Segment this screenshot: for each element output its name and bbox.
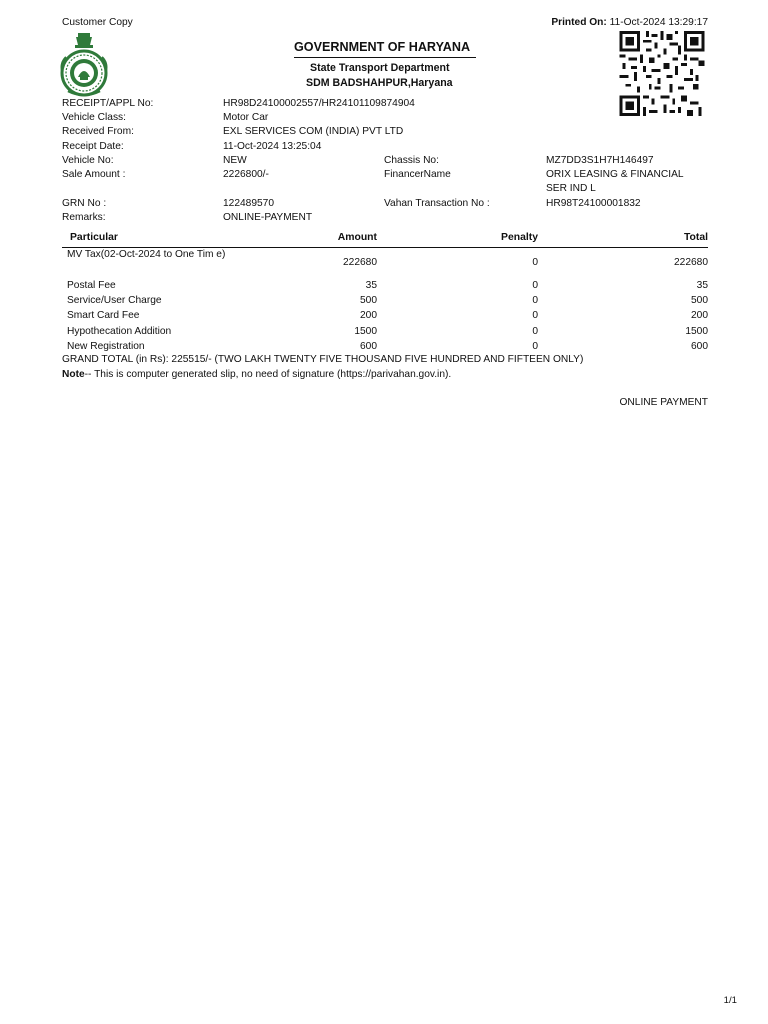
cell-particular: Service/User Charge [67, 295, 162, 307]
cell-particular: Smart Card Fee [67, 310, 140, 322]
header-particular: Particular [62, 229, 228, 248]
office-name: SDM BADSHAHPUR,Haryana [306, 77, 453, 89]
cell-amount: 500 [360, 295, 377, 307]
printed-on-value: 11-Oct-2024 13:29:17 [609, 17, 708, 28]
cell-amount: 1500 [354, 325, 377, 337]
note-text: -- This is computer generated slip, no need of signature (https://parivahan.gov.in). [84, 369, 452, 380]
fee-table-header [62, 229, 708, 248]
header-amount: Amount [228, 229, 377, 248]
vehicle-no-label: Vehicle No: [62, 155, 114, 166]
cell-particular: MV Tax(02-Oct-2024 to One Tim e) [67, 249, 226, 261]
header-penalty: Penalty [377, 229, 538, 248]
cell-total: 600 [691, 341, 708, 352]
header-total: Total [538, 229, 708, 248]
cell-penalty: 0 [532, 295, 538, 307]
fee-table [62, 229, 708, 355]
government-title: GOVERNMENT OF HARYANA [294, 40, 471, 54]
receipt-date-label: Receipt Date: [62, 141, 124, 152]
cell-total: 500 [691, 295, 708, 307]
cell-penalty: 0 [532, 310, 538, 322]
grn-no-value: 122489570 [223, 198, 274, 209]
note [62, 368, 451, 382]
grn-no-label: GRN No : [62, 198, 107, 209]
financer-name-value: ORIX LEASING & FINANCIAL SER IND L [546, 169, 684, 195]
haryana-emblem-icon [54, 31, 114, 97]
received-from-value: EXL SERVICES COM (INDIA) PVT LTD [223, 126, 404, 137]
remarks-label: Remarks: [62, 212, 106, 223]
cell-particular: Postal Fee [67, 279, 116, 291]
printed-on [551, 16, 708, 30]
receipt-appl-label: RECEIPT/APPL No: [62, 98, 154, 109]
title-underline [294, 57, 476, 58]
table-row [62, 293, 708, 308]
table-row [62, 278, 708, 293]
cell-penalty: 0 [532, 279, 538, 291]
cell-total: 35 [696, 279, 708, 291]
copy-label: Customer Copy [62, 17, 133, 28]
table-row [62, 309, 708, 324]
page-number: 1/1 [723, 995, 737, 1006]
chassis-no-label: Chassis No: [384, 155, 439, 166]
qr-code-icon [617, 31, 707, 116]
vehicle-class-label: Vehicle Class: [62, 112, 126, 123]
cell-total: 1500 [685, 325, 708, 337]
note-label: Note [62, 369, 85, 380]
cell-amount: 600 [360, 341, 377, 352]
table-row [62, 248, 708, 279]
cell-penalty: 0 [532, 325, 538, 337]
cell-penalty: 0 [532, 257, 538, 269]
vahan-transaction-value: HR98T24100001832 [546, 198, 641, 209]
printed-on-label: Printed On: [551, 17, 607, 28]
receipt-date-value: 11-Oct-2024 13:25:04 [223, 141, 322, 152]
vehicle-class-value: Motor Car [223, 112, 269, 123]
vehicle-no-value: NEW [223, 155, 247, 166]
vahan-transaction-label: Vahan Transaction No : [384, 198, 490, 209]
cell-amount: 35 [365, 279, 377, 291]
sale-amount-value: 2226800/- [223, 169, 269, 180]
cell-particular: Hypothecation Addition [67, 325, 172, 337]
cell-total: 222680 [674, 257, 708, 269]
grand-total: GRAND TOTAL (in Rs): 225515/- (TWO LAKH TWENTY FIVE THOUSAND FIVE HUNDRED AND FIFTEEN ONLY) [62, 354, 584, 365]
cell-penalty: 0 [532, 341, 538, 352]
sale-amount-label: Sale Amount : [62, 169, 126, 180]
financer-name-label: FinancerName [384, 169, 451, 180]
received-from-label: Received From: [62, 126, 134, 137]
department-name: State Transport Department [310, 62, 450, 74]
cell-amount: 200 [360, 310, 377, 322]
remarks-value: ONLINE-PAYMENT [223, 212, 313, 223]
cell-total: 200 [691, 310, 708, 322]
payment-mode: ONLINE PAYMENT [619, 397, 708, 408]
cell-amount: 222680 [343, 257, 377, 269]
table-row [62, 324, 708, 339]
cell-particular: New Registration [67, 341, 145, 352]
receipt-appl-value: HR98D24100002557/HR24101109874904 [223, 98, 415, 109]
chassis-no-value: MZ7DD3S1H7H146497 [546, 155, 654, 166]
